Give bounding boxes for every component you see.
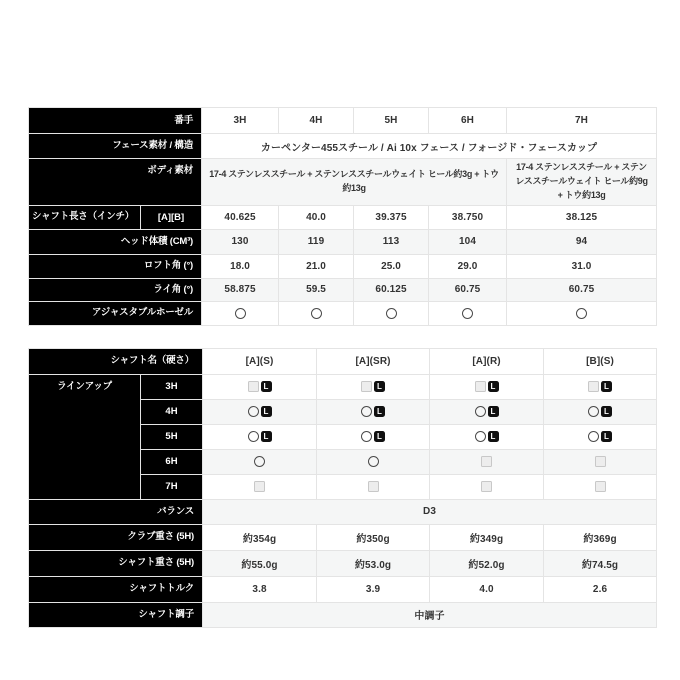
hosel-7h bbox=[507, 301, 657, 325]
head-volume-6h: 104 bbox=[429, 229, 507, 254]
row-shaft-name bbox=[29, 348, 657, 374]
label-body-material: ボディ素材 bbox=[29, 159, 202, 206]
left-handed-icon: L bbox=[261, 431, 272, 442]
circle-icon bbox=[311, 308, 322, 319]
lineup-3h-a-s bbox=[203, 374, 317, 399]
left-handed-icon: L bbox=[261, 381, 272, 392]
square-icon bbox=[475, 381, 486, 392]
shaft-col-a-r: [A](R) bbox=[430, 348, 544, 374]
lineup-6h-b-s bbox=[544, 449, 657, 474]
row-balance bbox=[29, 499, 657, 524]
loft-6h: 29.0 bbox=[429, 254, 507, 278]
label-shaft-weight: シャフト重さ (5H) bbox=[29, 550, 203, 576]
hosel-3h bbox=[202, 301, 279, 325]
lineup-7h-a-s bbox=[203, 474, 317, 499]
circle-icon bbox=[361, 431, 372, 442]
circle-icon bbox=[588, 406, 599, 417]
left-handed-icon: L bbox=[374, 406, 385, 417]
row-lineup-3h bbox=[29, 374, 657, 399]
label-lie-angle: ライ角 (°) bbox=[29, 278, 202, 301]
lineup-4h-a-sr bbox=[317, 399, 430, 424]
shaft-length-7h: 38.125 bbox=[507, 205, 657, 229]
lineup-club-4h: 4H bbox=[141, 399, 203, 424]
shaft-weight-a-s: 約55.0g bbox=[203, 550, 317, 576]
lineup-5h-b-s bbox=[544, 424, 657, 449]
loft-3h: 18.0 bbox=[202, 254, 279, 278]
circle-icon bbox=[475, 406, 486, 417]
row-shaft-weight bbox=[29, 550, 657, 576]
club-number-4h: 4H bbox=[279, 108, 354, 134]
lineup-5h-a-s bbox=[203, 424, 317, 449]
label-shaft-name: シャフト名（硬さ） bbox=[29, 348, 203, 374]
circle-icon bbox=[576, 308, 587, 319]
shaft-length-3h: 40.625 bbox=[202, 205, 279, 229]
label-shaft-length: シャフト長さ（インチ） bbox=[29, 205, 141, 229]
lineup-club-6h: 6H bbox=[141, 449, 203, 474]
square-icon bbox=[361, 381, 372, 392]
shaft-spec-table bbox=[28, 348, 657, 628]
lineup-4h-a-r bbox=[430, 399, 544, 424]
row-club-weight bbox=[29, 524, 657, 550]
circle-icon bbox=[248, 406, 259, 417]
lineup-7h-b-s bbox=[544, 474, 657, 499]
lineup-6h-a-r bbox=[430, 449, 544, 474]
shaft-length-5h: 39.375 bbox=[354, 205, 429, 229]
row-adjustable-hosel bbox=[29, 301, 657, 325]
club-number-3h: 3H bbox=[202, 108, 279, 134]
left-handed-icon: L bbox=[488, 431, 499, 442]
row-club-number bbox=[29, 108, 657, 134]
club-weight-a-s: 約354g bbox=[203, 524, 317, 550]
square-icon bbox=[368, 481, 379, 492]
lineup-club-5h: 5H bbox=[141, 424, 203, 449]
loft-5h: 25.0 bbox=[354, 254, 429, 278]
left-handed-icon: L bbox=[261, 406, 272, 417]
lineup-6h-a-sr bbox=[317, 449, 430, 474]
club-number-6h: 6H bbox=[429, 108, 507, 134]
shaft-col-a-s: [A](S) bbox=[203, 348, 317, 374]
row-face-material bbox=[29, 134, 657, 159]
lie-6h: 60.75 bbox=[429, 278, 507, 301]
lie-3h: 58.875 bbox=[202, 278, 279, 301]
shaft-length-4h: 40.0 bbox=[279, 205, 354, 229]
shaft-weight-b-s: 約74.5g bbox=[544, 550, 657, 576]
left-handed-icon: L bbox=[374, 381, 385, 392]
label-adjustable-hosel: アジャスタブルホーゼル bbox=[29, 301, 202, 325]
label-club-number: 番手 bbox=[29, 108, 202, 134]
lineup-club-3h: 3H bbox=[141, 374, 203, 399]
circle-icon bbox=[475, 431, 486, 442]
square-icon bbox=[254, 481, 265, 492]
left-handed-icon: L bbox=[601, 381, 612, 392]
lineup-4h-a-s bbox=[203, 399, 317, 424]
row-loft-angle bbox=[29, 254, 657, 278]
square-icon bbox=[588, 381, 599, 392]
lineup-6h-a-s bbox=[203, 449, 317, 474]
torque-a-r: 4.0 bbox=[430, 576, 544, 602]
circle-icon bbox=[248, 431, 259, 442]
left-handed-icon: L bbox=[601, 431, 612, 442]
club-number-7h: 7H bbox=[507, 108, 657, 134]
circle-icon bbox=[386, 308, 397, 319]
face-material-value: カーペンター455スチール / Ai 10x フェース / フォージド・フェースカップ bbox=[202, 134, 657, 159]
lineup-7h-a-sr bbox=[317, 474, 430, 499]
square-icon bbox=[248, 381, 259, 392]
label-balance: バランス bbox=[29, 499, 203, 524]
hosel-4h bbox=[279, 301, 354, 325]
lineup-5h-a-r bbox=[430, 424, 544, 449]
label-shaft-kick: シャフト調子 bbox=[29, 602, 203, 627]
club-weight-a-r: 約349g bbox=[430, 524, 544, 550]
circle-icon bbox=[588, 431, 599, 442]
row-shaft-torque bbox=[29, 576, 657, 602]
left-handed-icon: L bbox=[601, 406, 612, 417]
club-weight-a-sr: 約350g bbox=[317, 524, 430, 550]
row-head-volume bbox=[29, 229, 657, 254]
loft-4h: 21.0 bbox=[279, 254, 354, 278]
shaft-col-b-s: [B](S) bbox=[544, 348, 657, 374]
lineup-5h-a-sr bbox=[317, 424, 430, 449]
lie-7h: 60.75 bbox=[507, 278, 657, 301]
square-icon bbox=[481, 481, 492, 492]
row-shaft-length bbox=[29, 205, 657, 229]
loft-7h: 31.0 bbox=[507, 254, 657, 278]
row-body-material bbox=[29, 159, 657, 206]
lineup-7h-a-r bbox=[430, 474, 544, 499]
row-lie-angle bbox=[29, 278, 657, 301]
hosel-5h bbox=[354, 301, 429, 325]
torque-a-sr: 3.9 bbox=[317, 576, 430, 602]
label-head-volume: ヘッド体積 (CM³) bbox=[29, 229, 202, 254]
lineup-club-7h: 7H bbox=[141, 474, 203, 499]
lie-4h: 59.5 bbox=[279, 278, 354, 301]
circle-icon bbox=[462, 308, 473, 319]
label-shaft-torque: シャフトトルク bbox=[29, 576, 203, 602]
label-club-weight: クラブ重さ (5H) bbox=[29, 524, 203, 550]
square-icon bbox=[595, 481, 606, 492]
circle-icon bbox=[254, 456, 265, 467]
label-lineup: ラインアップ bbox=[29, 374, 141, 499]
head-volume-7h: 94 bbox=[507, 229, 657, 254]
lineup-4h-b-s bbox=[544, 399, 657, 424]
torque-a-s: 3.8 bbox=[203, 576, 317, 602]
lie-5h: 60.125 bbox=[354, 278, 429, 301]
head-volume-5h: 113 bbox=[354, 229, 429, 254]
lineup-3h-a-r bbox=[430, 374, 544, 399]
kick-value: 中調子 bbox=[203, 602, 657, 627]
square-icon bbox=[595, 456, 606, 467]
lineup-3h-a-sr bbox=[317, 374, 430, 399]
torque-b-s: 2.6 bbox=[544, 576, 657, 602]
left-handed-icon: L bbox=[488, 406, 499, 417]
label-loft-angle: ロフト角 (°) bbox=[29, 254, 202, 278]
club-weight-b-s: 約369g bbox=[544, 524, 657, 550]
label-face-material: フェース素材 / 構造 bbox=[29, 134, 202, 159]
balance-value: D3 bbox=[203, 499, 657, 524]
left-handed-icon: L bbox=[488, 381, 499, 392]
lineup-3h-b-s bbox=[544, 374, 657, 399]
row-shaft-kick bbox=[29, 602, 657, 627]
body-material-3h-6h: 17-4 ステンレススチール + ステンレススチールウェイト ヒール約3g + トウ約13g bbox=[202, 159, 507, 206]
left-handed-icon: L bbox=[374, 431, 385, 442]
circle-icon bbox=[361, 406, 372, 417]
circle-icon bbox=[235, 308, 246, 319]
shaft-length-6h: 38.750 bbox=[429, 205, 507, 229]
hosel-6h bbox=[429, 301, 507, 325]
club-number-5h: 5H bbox=[354, 108, 429, 134]
shaft-weight-a-sr: 約53.0g bbox=[317, 550, 430, 576]
head-spec-table bbox=[28, 107, 657, 326]
shaft-weight-a-r: 約52.0g bbox=[430, 550, 544, 576]
label-shaft-length-sub: [A][B] bbox=[141, 205, 202, 229]
square-icon bbox=[481, 456, 492, 467]
body-material-7h: 17-4 ステンレススチール + ステンレススチールウェイト ヒール約9g + トウ約13g bbox=[507, 159, 657, 206]
shaft-col-a-sr: [A](SR) bbox=[317, 348, 430, 374]
head-volume-3h: 130 bbox=[202, 229, 279, 254]
head-volume-4h: 119 bbox=[279, 229, 354, 254]
circle-icon bbox=[368, 456, 379, 467]
